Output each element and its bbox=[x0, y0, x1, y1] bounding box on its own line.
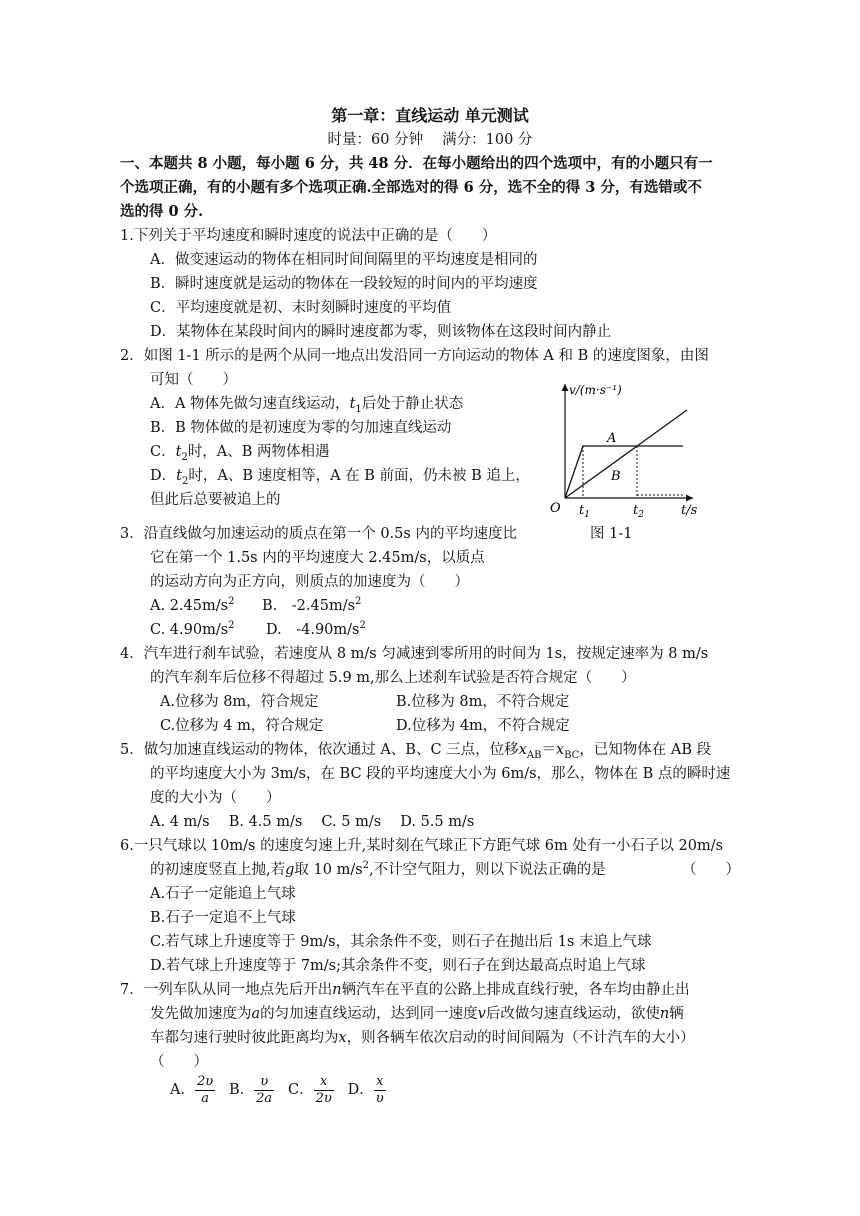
q4-option-a: A.位移为 8m，符合规定 bbox=[160, 694, 319, 710]
q2-option-a-pre: A．A 物体先做匀速直线运动， bbox=[150, 396, 350, 412]
t1-label: $t_1$ bbox=[579, 503, 590, 520]
q2-option-d-line-2: 但此后总要被追上的 bbox=[150, 492, 281, 508]
q2-option-c-t: t bbox=[175, 444, 182, 460]
y-axis-label: v/(m·s⁻¹) bbox=[569, 383, 622, 397]
origin-label: O bbox=[550, 501, 561, 516]
series-b-label: B bbox=[611, 469, 621, 484]
q2-option-d-pre: D． bbox=[150, 468, 177, 484]
q7-option-a-fraction: $\frac{2\upsilon}{a}$ bbox=[196, 1073, 214, 1106]
q2-option-a-sub: 1 bbox=[355, 403, 362, 415]
q4-line-2: 的汽车刹车后位移不得超过 5.9 m,那么上述刹车试验是否符合规定（ ） bbox=[150, 670, 636, 686]
q7-option-b-fraction: $\frac{\upsilon}{2a}$ bbox=[256, 1073, 273, 1106]
x-axis-label: t/s bbox=[681, 503, 698, 518]
q4-option-d: D.位移为 4m，不符合规定 bbox=[396, 718, 570, 734]
instructions-line-1: 一、本题共 8 小题，每小题 6 分，共 48 分．在每小题给出的四个选项中，有的小题只有一 bbox=[120, 155, 713, 172]
q6-option-c: C.若气球上升速度等于 9m/s，其余条件不变，则石子在抛出后 1s 末追上气球 bbox=[150, 934, 652, 950]
q1-stem: 1.下列关于平均速度和瞬时速度的说法中正确的是（ ） bbox=[120, 228, 497, 244]
q6-line-2: 的初速度竖直上抛,若g取 10 $m/s^2$,不计空气阻力，则以下说法正确的是 bbox=[150, 860, 606, 878]
t2-label: $t_2$ bbox=[633, 503, 644, 520]
q6-option-a: A.石子一定能追上气球 bbox=[150, 886, 296, 902]
q7-option-c-label: C． bbox=[288, 1082, 314, 1098]
q5-options: A. 4 m/s B. 4.5 m/s C. 5 m/s D. 5.5 m/s bbox=[150, 814, 475, 830]
q7-line-2: 发先做加速度为a的匀加速直线运动，达到同一速度v后改做匀速直线运动，欲使n辆 bbox=[150, 1006, 684, 1022]
q2-option-a-post: 后处于静止状态 bbox=[361, 396, 464, 412]
q7-line-4: （ ） bbox=[150, 1054, 208, 1070]
page-title: 第一章：直线运动 单元测试 bbox=[331, 106, 529, 125]
q6-option-b: B.石子一定追不上气球 bbox=[150, 910, 296, 926]
q3-option-c: C. $4.90m/s^2$ bbox=[150, 620, 235, 638]
q3-line-3: 的运动方向为正方向，则质点的加速度为（ ） bbox=[150, 574, 469, 590]
q2-option-d-post: 时，A、B 速度相等，A 在 B 前面，仍未被 B 追上， bbox=[188, 468, 530, 484]
q2-option-a bbox=[150, 394, 463, 414]
q2-option-b: B．B 物体做的是初速度为零的匀加速直线运动 bbox=[150, 420, 452, 436]
q1-option-a: A．做变速运动的物体在相同时间间隔里的平均速度是相同的 bbox=[150, 252, 538, 268]
q2-option-d bbox=[150, 466, 530, 486]
q2-option-d-t: t bbox=[176, 468, 182, 484]
q7-option-c-fraction: $\frac{x}{2\upsilon}$ bbox=[315, 1073, 332, 1106]
q3-option-d: D. $-4.90m/s^2$ bbox=[266, 620, 366, 638]
q3-line-1: 3．沿直线做匀加速运动的质点在第一个 0.5s 内的平均速度比 bbox=[120, 526, 517, 542]
q6-option-d: D.若气球上升速度等于 7m/s;其余条件不变，则石子在到达最高点时追上气球 bbox=[150, 958, 646, 974]
q2-stem-1: 2．如图 1-1 所示的是两个从同一地点出发沿同一方向运动的物体 A 和 B 的速度图象，由图 bbox=[120, 348, 709, 364]
q7-option-a-label: A． bbox=[170, 1082, 195, 1098]
q7-option-b-label: B． bbox=[229, 1082, 255, 1098]
q7-line-1: 7．一列车队从同一地点先后开出n辆汽车在平直的公路上排成直线行驶，各车均由静止出 bbox=[120, 982, 690, 998]
q2-option-c-post: 时，A、B 两物体相遇 bbox=[187, 444, 330, 460]
q7-line-3: 车都匀速行驶时彼此距离均为x，则各辆车依次启动的时间间隔为（不计汽车的大小） bbox=[150, 1030, 695, 1046]
q1-option-b: B．瞬时速度就是运动的物体在一段较短的时间内的平均速度 bbox=[150, 276, 538, 292]
q6-line-1: 6.一只气球以 10m/s 的速度匀速上升,某时刻在气球正下方距气球 6m 处有一小石子以 20m/s bbox=[120, 838, 724, 854]
q5-line-1: 5．做匀加速直线运动的物体，依次通过 A、B、C 三点，位移$x_{AB}=x_{BC}$，已知物体在 AB 段 bbox=[120, 742, 712, 761]
q4-option-c: C.位移为 4 m，符合规定 bbox=[160, 718, 324, 734]
q2-stem-2: 可知（ ） bbox=[150, 372, 237, 388]
figure-caption: 图 1-1 bbox=[590, 526, 633, 542]
q5-line-2: 的平均速度大小为 3m/s，在 BC 段的平均速度大小为 6m/s，那么，物体在 B 点的瞬时速 bbox=[150, 766, 731, 782]
figure-1-1 bbox=[545, 372, 710, 520]
q2-option-c-sub: 2 bbox=[181, 451, 188, 463]
q2-option-d-sub: 2 bbox=[181, 475, 189, 487]
q2-option-c bbox=[150, 442, 330, 462]
q3-option-b: B. $-2.45m/s^2$ bbox=[262, 596, 362, 614]
q1-option-d: D．某物体在某段时间内的瞬时速度都为零，则该物体在这段时间内静止 bbox=[150, 324, 612, 340]
q3-line-2: 它在第一个 1.5s 内的平均速度大 2.45m/s，以质点 bbox=[150, 550, 485, 566]
q7-option-d-fraction: $\frac{x}{\upsilon}$ bbox=[375, 1073, 384, 1106]
q6-answer-bracket: （ ） bbox=[682, 862, 740, 878]
q2-option-c-pre: C． bbox=[150, 444, 176, 460]
q3-option-a: A. $2.45m/s^2$ bbox=[150, 596, 235, 614]
q2-option-a-t: t bbox=[349, 396, 356, 412]
q7-options bbox=[170, 1070, 386, 1110]
q7-option-d-label: D． bbox=[347, 1082, 374, 1098]
q4-option-b: B.位移为 8m，不符合规定 bbox=[396, 694, 570, 710]
instructions-line-3: 选的得 0 分. bbox=[120, 203, 204, 220]
instructions-line-2: 个选项正确，有的小题有多个选项正确.全部选对的得 6 分，选不全的得 3 分，有选错或不 bbox=[120, 179, 702, 196]
q1-option-c: C．平均速度就是初、末时刻瞬时速度的平均值 bbox=[150, 300, 452, 316]
page-subtitle: 时量：60 分钟 满分：100 分 bbox=[327, 132, 533, 148]
q4-line-1: 4．汽车进行刹车试验，若速度从 8 m/s 匀减速到零所用的时间为 1s，按规定速率为 8 m/s bbox=[120, 646, 709, 662]
series-a-label: A bbox=[607, 431, 617, 446]
q5-line-3: 度的大小为（ ） bbox=[150, 790, 281, 806]
